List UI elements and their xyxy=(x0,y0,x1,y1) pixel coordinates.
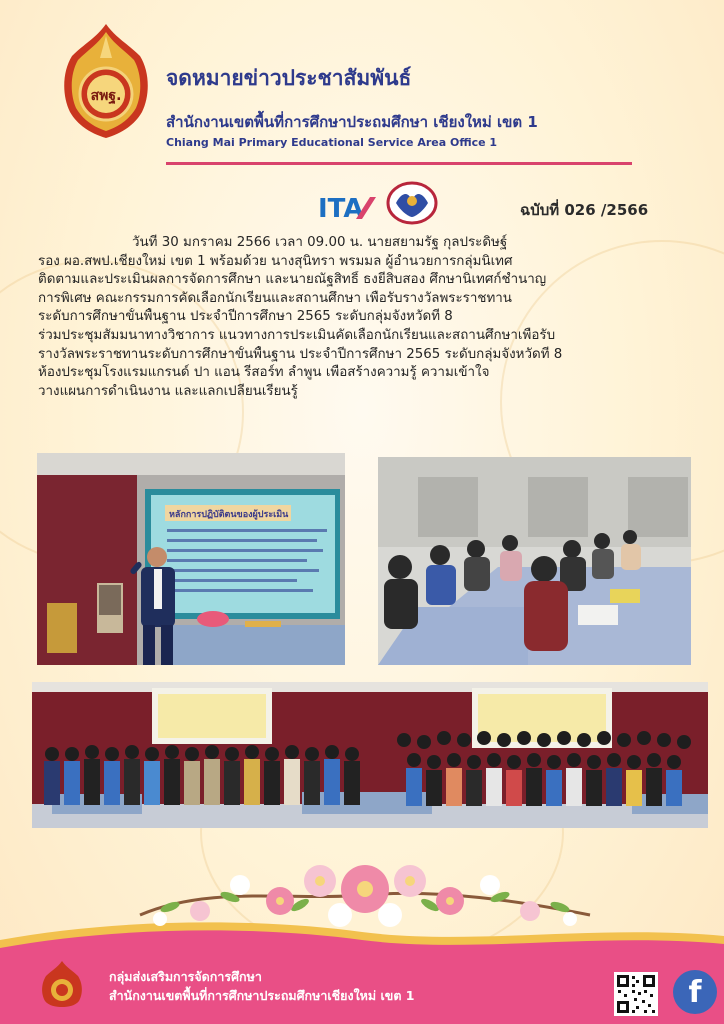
body-line: ระดับการศึกษาขั้นพื้นฐาน ประจำปีการศึกษา 2565 ระดับกลุ่มจังหวัดที่ 8 xyxy=(38,309,453,325)
news-body xyxy=(38,234,698,401)
body-line: ห้องประชุมโรงแรมแกรนด์ ปา แอน รีสอร์ท ลำพูน เพื่อสร้างความรู้ ความเข้าใจ xyxy=(38,365,490,381)
facebook-icon[interactable]: f xyxy=(673,970,717,1014)
photo-speaker-presentation xyxy=(37,453,345,665)
body-line: วันที่ 30 มกราคม 2566 เวลา 09.00 น. นายสยามรัฐ กุลประดิษฐ์ xyxy=(132,235,508,250)
floral-decoration xyxy=(130,845,600,945)
footer-department: กลุ่มส่งเสริมการจัดการศึกษา xyxy=(109,969,262,984)
ita-logo xyxy=(318,193,378,221)
slide-title: หลักการปฏิบัติตนของผู้ประเมิน xyxy=(169,510,289,520)
photo-committee-meeting xyxy=(378,457,691,665)
issue-number: ฉบับที่ 026 /2566 xyxy=(520,201,649,219)
footer-office: สำนักงานเขตพื้นที่การศึกษาประถมศึกษาเชียงใหม่ เขต 1 xyxy=(109,988,415,1003)
office-name-thai: สำนักงานเขตพื้นที่การศึกษาประถมศึกษา เชียงใหม่ เขต 1 xyxy=(166,113,538,131)
photo-group xyxy=(32,682,708,828)
body-line: วางแผนการดำเนินงาน และแลกเปลี่ยนเรียนรู้ xyxy=(38,383,298,399)
body-line: รางวัลพระราชทานระดับการศึกษาขั้นพื้นฐาน ประจำปีการศึกษา 2565 ระดับกลุ่มจังหวัดที่ 8 xyxy=(38,346,563,362)
obec-logo xyxy=(58,22,154,140)
header-divider xyxy=(166,162,632,165)
footer-obec-logo xyxy=(40,960,84,1008)
body-line: ติดตามและประเมินผลการจัดการศึกษา และนายณัฐสิทธิ์ ธงยี่สิบสอง ศึกษานิเทศก์ชำนาญ xyxy=(38,272,547,288)
body-line: ร่วมประชุมสัมมนาทางวิชาการ แนวทางการประเมินคัดเลือกนักเรียนและสถานศึกษาเพื่อรับ xyxy=(38,327,556,343)
body-line: รอง ผอ.สพป.เชียงใหม่ เขต 1 พร้อมด้วย นางสุนิทรา พรมมล ผู้อำนวยการกลุ่มนิเทศ xyxy=(38,253,513,269)
logo-lettering: สพฐ. xyxy=(90,88,122,104)
newsletter-title: จดหมายข่าวประชาสัมพันธ์ xyxy=(166,66,412,90)
agency-emblem xyxy=(386,181,438,225)
qr-code[interactable] xyxy=(614,972,658,1016)
ita-label: ITA xyxy=(318,194,364,221)
body-line: การพิเศษ คณะกรรมการคัดเลือกนักเรียนและสถานศึกษา เพื่อรับรางวัลพระราชทาน xyxy=(38,290,512,306)
office-name-english: Chiang Mai Primary Educational Service Area Office 1 xyxy=(166,136,498,149)
